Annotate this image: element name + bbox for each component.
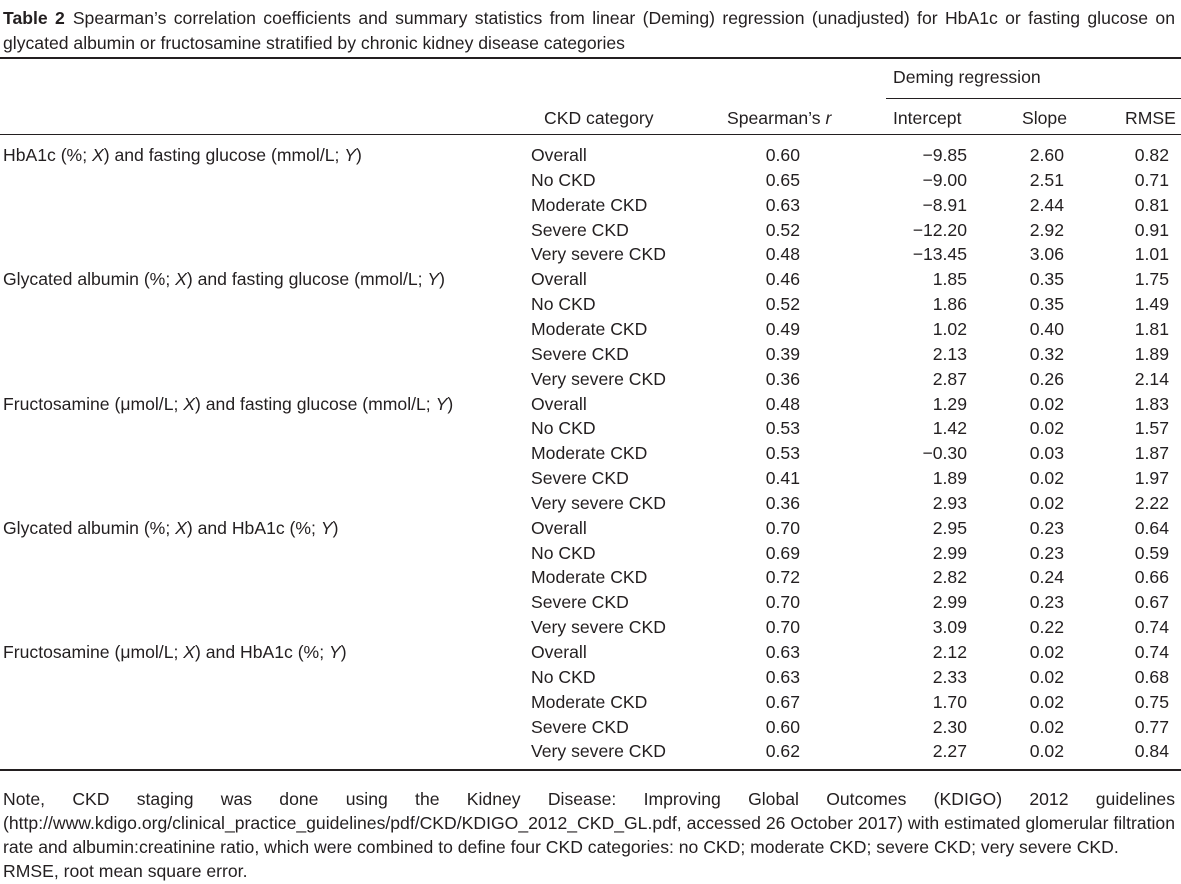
rmse-cell: 0.74 — [1134, 617, 1169, 638]
header-slope: Slope — [1022, 108, 1067, 128]
intercept-cell: 2.30 — [932, 716, 967, 737]
intercept-cell: 3.09 — [932, 617, 967, 638]
ckd-category-cell: No CKD — [531, 666, 596, 687]
rmse-cell: 0.81 — [1134, 194, 1169, 215]
intercept-cell: 1.42 — [932, 418, 967, 439]
spearman-r-cell: 0.49 — [765, 318, 800, 339]
slope-cell: 0.02 — [1029, 418, 1064, 439]
spearman-r-cell: 0.60 — [765, 716, 800, 737]
slope-cell: 0.03 — [1029, 443, 1064, 464]
intercept-cell: 2.13 — [932, 343, 967, 364]
intercept-cell: 1.02 — [932, 318, 967, 339]
ckd-category-cell: No CKD — [531, 418, 596, 439]
slope-cell: 0.02 — [1029, 393, 1064, 414]
ckd-category-cell: Moderate CKD — [531, 567, 648, 588]
rmse-cell: 0.82 — [1134, 145, 1169, 165]
rmse-cell: 1.81 — [1134, 318, 1169, 339]
intercept-cell: 2.93 — [932, 492, 967, 513]
intercept-cell: 1.85 — [932, 269, 967, 290]
slope-cell: 2.92 — [1029, 219, 1064, 240]
intercept-cell: 2.12 — [932, 642, 967, 662]
ckd-category-cell: Severe CKD — [531, 592, 629, 613]
spearman-r-cell: 0.70 — [765, 592, 800, 613]
slope-cell: 0.02 — [1029, 716, 1064, 737]
ckd-category-cell: Very severe CKD — [531, 368, 666, 389]
ckd-category-cell: Very severe CKD — [531, 244, 666, 265]
header-rule — [0, 134, 1181, 135]
caption-text: Spearman’s correlation coefficients and summary statistics from linear (Deming) regression (unadjusted) for HbA1c or fasting glucose on glycated albumin or fructosamine stratified by chronic kidney disease categories — [3, 8, 1175, 53]
spearman-r-cell: 0.52 — [765, 219, 800, 240]
intercept-cell: 2.95 — [932, 517, 967, 538]
header-ckd-category: CKD category — [544, 108, 654, 128]
ckd-category-cell: Severe CKD — [531, 468, 629, 489]
top-rule — [0, 57, 1181, 59]
rmse-cell: 1.49 — [1134, 294, 1169, 315]
spearman-r-cell: 0.63 — [765, 194, 800, 215]
intercept-cell: 2.82 — [932, 567, 967, 588]
rmse-cell: 0.74 — [1134, 642, 1169, 662]
intercept-cell: 1.86 — [932, 294, 967, 315]
rmse-cell: 0.59 — [1134, 542, 1169, 563]
slope-cell: 0.26 — [1029, 368, 1064, 389]
slope-cell: 0.40 — [1029, 318, 1064, 339]
spearman-r-cell: 0.63 — [765, 666, 800, 687]
rmse-cell: 1.97 — [1134, 468, 1169, 489]
ckd-category-cell: Moderate CKD — [531, 318, 648, 339]
slope-cell: 0.23 — [1029, 517, 1064, 538]
slope-cell: 2.44 — [1029, 194, 1064, 215]
comparison-label: Fructosamine (μmol/L; X) and HbA1c (%; Y) — [3, 642, 347, 662]
ckd-category-cell: Overall — [531, 393, 587, 414]
header-deming-regression: Deming regression — [893, 67, 1041, 87]
intercept-cell: 2.99 — [932, 542, 967, 563]
rmse-cell: 1.57 — [1134, 418, 1169, 439]
spearman-r-cell: 0.67 — [765, 691, 800, 712]
slope-cell: 0.02 — [1029, 468, 1064, 489]
slope-cell: 0.23 — [1029, 542, 1064, 563]
rmse-cell: 0.75 — [1134, 691, 1169, 712]
rmse-cell: 0.66 — [1134, 567, 1169, 588]
bottom-rule — [0, 769, 1181, 771]
spearman-r-cell: 0.41 — [765, 468, 800, 489]
slope-cell: 0.23 — [1029, 592, 1064, 613]
spearman-r-cell: 0.52 — [765, 294, 800, 315]
ckd-category-cell: Overall — [531, 269, 587, 290]
deming-rule — [886, 98, 1181, 99]
rmse-cell: 0.64 — [1134, 517, 1169, 538]
header-intercept: Intercept — [893, 108, 962, 128]
slope-cell: 3.06 — [1029, 244, 1064, 265]
rmse-cell: 1.83 — [1134, 393, 1169, 414]
rmse-cell: 1.87 — [1134, 443, 1169, 464]
comparison-label: Glycated albumin (%; X) and fasting glucose (mmol/L; Y) — [3, 269, 446, 290]
ckd-category-cell: Moderate CKD — [531, 691, 648, 712]
spearman-r-cell: 0.36 — [765, 368, 800, 389]
intercept-cell: 1.89 — [932, 468, 967, 489]
table-note-rmse: RMSE, root mean square error. — [3, 861, 248, 881]
rmse-cell: 0.91 — [1134, 219, 1169, 240]
slope-cell: 0.02 — [1029, 642, 1064, 662]
comparison-label: Glycated albumin (%; X) and HbA1c (%; Y) — [3, 517, 339, 538]
slope-cell: 2.60 — [1029, 145, 1064, 165]
spearman-r-cell: 0.39 — [765, 343, 800, 364]
table-caption — [3, 6, 1175, 56]
rmse-cell: 0.68 — [1134, 666, 1169, 687]
slope-cell: 2.51 — [1029, 169, 1064, 190]
rmse-cell: 1.01 — [1134, 244, 1169, 265]
slope-cell: 0.35 — [1029, 294, 1064, 315]
spearman-r-cell: 0.48 — [765, 393, 800, 414]
rmse-cell: 1.75 — [1134, 269, 1169, 290]
intercept-cell: 1.29 — [932, 393, 967, 414]
ckd-category-cell: Very severe CKD — [531, 741, 666, 762]
rmse-cell: 2.14 — [1134, 368, 1169, 389]
ckd-category-cell: Moderate CKD — [531, 194, 648, 215]
ckd-category-cell: Overall — [531, 145, 587, 165]
intercept-cell: 1.70 — [932, 691, 967, 712]
spearman-r-cell: 0.70 — [765, 617, 800, 638]
header-spearman — [727, 106, 831, 131]
comparison-label: HbA1c (%; X) and fasting glucose (mmol/L; Y) — [3, 145, 362, 165]
spearman-r-cell: 0.62 — [765, 741, 800, 762]
slope-cell: 0.32 — [1029, 343, 1064, 364]
rmse-cell: 0.67 — [1134, 592, 1169, 613]
ckd-category-cell: Severe CKD — [531, 716, 629, 737]
rmse-cell: 2.22 — [1134, 492, 1169, 513]
spearman-r-cell: 0.72 — [765, 567, 800, 588]
ckd-category-cell: Very severe CKD — [531, 492, 666, 513]
spearman-r-cell: 0.60 — [765, 145, 800, 165]
table-note: Note, CKD staging was done using the Kidney Disease: Improving Global Outcomes (KDIGO) 2012 guidelines (http://www.kdigo.org/clinical_practice_guidelines/pdf/CKD/KDIGO_2012_CKD_GL.pdf, accessed 26 October 2017) with estimated glomerular filtration rate and albumin:creatinine ratio, which were combined to define four CKD categories: no CKD; moderate CKD; severe CKD; very severe CKD. — [3, 789, 1175, 857]
spearman-r-cell: 0.65 — [765, 169, 800, 190]
rmse-cell: 0.71 — [1134, 169, 1169, 190]
intercept-cell: −0.30 — [922, 443, 967, 464]
ckd-category-cell: No CKD — [531, 169, 596, 190]
slope-cell: 0.22 — [1029, 617, 1064, 638]
ckd-category-cell: Overall — [531, 517, 587, 538]
intercept-cell: 2.27 — [932, 741, 967, 762]
intercept-cell: −9.00 — [922, 169, 967, 190]
rmse-cell: 0.77 — [1134, 716, 1169, 737]
slope-cell: 0.02 — [1029, 741, 1064, 762]
intercept-cell: −12.20 — [912, 219, 967, 240]
spearman-r-cell: 0.53 — [765, 443, 800, 464]
spearman-r-cell: 0.70 — [765, 517, 800, 538]
header-rmse: RMSE — [1125, 108, 1176, 128]
slope-cell: 0.02 — [1029, 492, 1064, 513]
ckd-category-cell: No CKD — [531, 294, 596, 315]
intercept-cell: −13.45 — [912, 244, 967, 265]
intercept-cell: 2.87 — [932, 368, 967, 389]
table-label: Table 2 — [3, 8, 65, 28]
spearman-r-cell: 0.36 — [765, 492, 800, 513]
intercept-cell: 2.99 — [932, 592, 967, 613]
slope-cell: 0.02 — [1029, 691, 1064, 712]
rmse-cell: 0.84 — [1134, 741, 1169, 762]
intercept-cell: −9.85 — [922, 145, 967, 165]
rmse-cell: 1.89 — [1134, 343, 1169, 364]
spearman-r-cell: 0.46 — [765, 269, 800, 290]
ckd-category-cell: Overall — [531, 642, 587, 662]
comparison-label: Fructosamine (μmol/L; X) and fasting glucose (mmol/L; Y) — [3, 393, 454, 414]
spearman-r-cell: 0.48 — [765, 244, 800, 265]
ckd-category-cell: No CKD — [531, 542, 596, 563]
intercept-cell: −8.91 — [922, 194, 967, 215]
header-spearman-r: r — [825, 108, 832, 128]
header-spearman-label: Spearman’s — [727, 108, 821, 128]
ckd-category-cell: Very severe CKD — [531, 617, 666, 638]
slope-cell: 0.35 — [1029, 269, 1064, 290]
spearman-r-cell: 0.69 — [765, 542, 800, 563]
spearman-r-cell: 0.53 — [765, 418, 800, 439]
ckd-category-cell: Severe CKD — [531, 343, 629, 364]
spearman-r-cell: 0.63 — [765, 642, 800, 662]
intercept-cell: 2.33 — [932, 666, 967, 687]
ckd-category-cell: Moderate CKD — [531, 443, 648, 464]
slope-cell: 0.02 — [1029, 666, 1064, 687]
ckd-category-cell: Severe CKD — [531, 219, 629, 240]
slope-cell: 0.24 — [1029, 567, 1064, 588]
